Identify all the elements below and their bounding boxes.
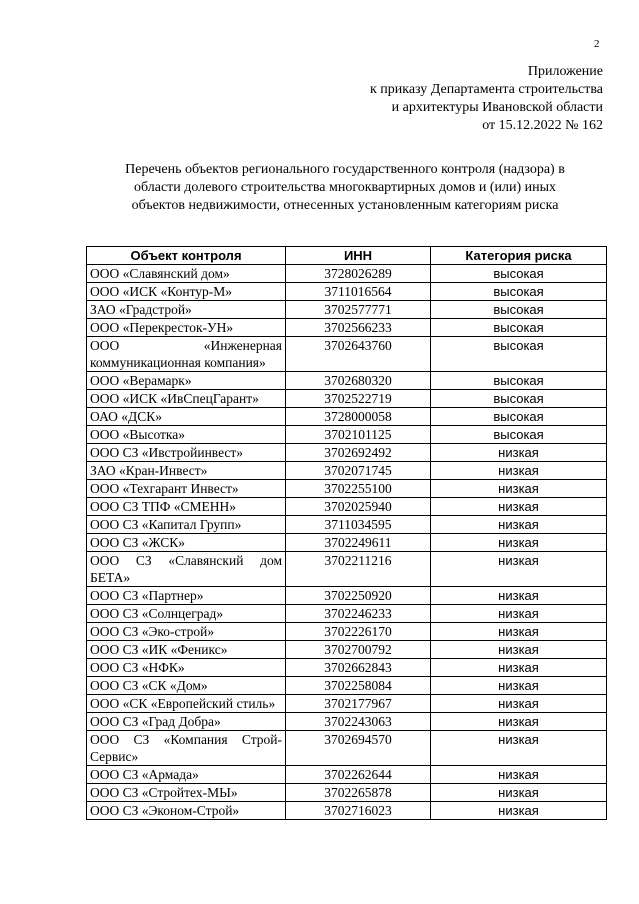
cell-inn: 3702246233 xyxy=(286,605,431,623)
cell-inn: 3702716023 xyxy=(286,802,431,820)
cell-object: ООО СЗ «Солнцеград» xyxy=(87,605,286,623)
cell-category: низкая xyxy=(431,552,607,587)
cell-inn: 3702700792 xyxy=(286,641,431,659)
header-inn: ИНН xyxy=(286,247,431,265)
table-row xyxy=(87,731,607,766)
cell-category: высокая xyxy=(431,265,607,283)
page-number: 2 xyxy=(594,38,600,50)
table-row xyxy=(87,283,607,301)
cell-object: ООО «ИСК «Контур-М» xyxy=(87,283,286,301)
cell-inn: 3702211216 xyxy=(286,552,431,587)
cell-object: ООО СЗ «Ивстройинвест» xyxy=(87,444,286,462)
table-row xyxy=(87,552,607,587)
appendix-line: Приложение xyxy=(527,64,603,79)
table-row xyxy=(87,605,607,623)
cell-category: высокая xyxy=(431,319,607,337)
cell-object: ООО «ИСК «ИвСпецГарант» xyxy=(87,390,286,408)
table-row xyxy=(87,372,607,390)
cell-object: ООО «Высотка» xyxy=(87,426,286,444)
cell-category: низкая xyxy=(431,641,607,659)
cell-inn: 3702265878 xyxy=(286,784,431,802)
cell-object: ООО СЗ «Компания Строй-Сервис» xyxy=(87,731,286,766)
cell-object: ООО СЗ «ЖСК» xyxy=(87,534,286,552)
table-row xyxy=(87,390,607,408)
cell-category: низкая xyxy=(431,623,607,641)
table-row xyxy=(87,695,607,713)
cell-inn: 3702250920 xyxy=(286,587,431,605)
cell-inn: 3702249611 xyxy=(286,534,431,552)
table-header-row xyxy=(87,247,607,265)
table-row xyxy=(87,498,607,516)
cell-category: высокая xyxy=(431,301,607,319)
cell-category: низкая xyxy=(431,462,607,480)
cell-category: низкая xyxy=(431,659,607,677)
cell-inn: 3702662843 xyxy=(286,659,431,677)
table-row xyxy=(87,659,607,677)
cell-object: ООО «Перекресток-УН» xyxy=(87,319,286,337)
cell-category: высокая xyxy=(431,390,607,408)
table-row xyxy=(87,713,607,731)
cell-category: высокая xyxy=(431,372,607,390)
cell-inn: 3702694570 xyxy=(286,731,431,766)
cell-object: ООО «Инженерная коммуникационная компания» xyxy=(87,337,286,372)
cell-inn: 3728000058 xyxy=(286,408,431,426)
cell-category: низкая xyxy=(431,480,607,498)
document-title xyxy=(85,161,605,215)
table-row xyxy=(87,426,607,444)
title-line: Перечень объектов регионального государственного контроля (надзора) в xyxy=(125,162,565,177)
cell-category: низкая xyxy=(431,802,607,820)
table-row xyxy=(87,319,607,337)
cell-object: ООО СЗ «ИК «Феникс» xyxy=(87,641,286,659)
cell-inn: 3702692492 xyxy=(286,444,431,462)
cell-object: ООО СЗ «СК «Дом» xyxy=(87,677,286,695)
cell-category: низкая xyxy=(431,695,607,713)
cell-category: низкая xyxy=(431,605,607,623)
cell-inn: 3702643760 xyxy=(286,337,431,372)
cell-inn: 3702243063 xyxy=(286,713,431,731)
table-row xyxy=(87,641,607,659)
cell-object: ООО СЗ ТПФ «СМЕНН» xyxy=(87,498,286,516)
table-row xyxy=(87,516,607,534)
cell-category: низкая xyxy=(431,444,607,462)
cell-object: ООО СЗ «Армада» xyxy=(87,766,286,784)
cell-category: высокая xyxy=(431,426,607,444)
header-category: Категория риска xyxy=(431,247,607,265)
cell-category: высокая xyxy=(431,408,607,426)
cell-inn: 3702680320 xyxy=(286,372,431,390)
header-object: Объект контроля xyxy=(87,247,286,265)
table-row xyxy=(87,784,607,802)
cell-inn: 3702071745 xyxy=(286,462,431,480)
cell-object: ООО СЗ «Эконом-Строй» xyxy=(87,802,286,820)
cell-inn: 3728026289 xyxy=(286,265,431,283)
table-row xyxy=(87,462,607,480)
table-row xyxy=(87,301,607,319)
cell-inn: 3711034595 xyxy=(286,516,431,534)
title-line: объектов недвижимости, отнесенных установленным категориям риска xyxy=(131,198,559,213)
appendix-line: к приказу Департамента строительства xyxy=(369,82,603,97)
cell-object: ООО СЗ «Партнер» xyxy=(87,587,286,605)
table-row xyxy=(87,534,607,552)
cell-object: ООО СЗ «Эко-строй» xyxy=(87,623,286,641)
table-row xyxy=(87,802,607,820)
cell-inn: 3702262644 xyxy=(286,766,431,784)
title-line: области долевого строительства многоквартирных домов и (или) иных xyxy=(133,180,557,195)
table-row xyxy=(87,623,607,641)
cell-object: ЗАО «Кран-Инвест» xyxy=(87,462,286,480)
table-row xyxy=(87,265,607,283)
cell-category: низкая xyxy=(431,534,607,552)
cell-object: ООО «Техгарант Инвест» xyxy=(87,480,286,498)
cell-category: низкая xyxy=(431,713,607,731)
cell-category: низкая xyxy=(431,784,607,802)
cell-inn: 3702025940 xyxy=(286,498,431,516)
cell-category: низкая xyxy=(431,731,607,766)
cell-inn: 3702522719 xyxy=(286,390,431,408)
cell-object: ООО СЗ «НФК» xyxy=(87,659,286,677)
cell-object: ООО «Славянский дом» xyxy=(87,265,286,283)
cell-object: ОАО «ДСК» xyxy=(87,408,286,426)
risk-category-table xyxy=(86,246,607,820)
cell-inn: 3711016564 xyxy=(286,283,431,301)
cell-inn: 3702101125 xyxy=(286,426,431,444)
appendix-line: от 15.12.2022 № 162 xyxy=(482,118,603,133)
cell-category: высокая xyxy=(431,337,607,372)
table-body xyxy=(87,265,607,820)
table-row xyxy=(87,480,607,498)
cell-category: низкая xyxy=(431,766,607,784)
cell-category: низкая xyxy=(431,498,607,516)
table-row xyxy=(87,408,607,426)
cell-object: ООО СЗ «Стройтех-МЫ» xyxy=(87,784,286,802)
cell-inn: 3702177967 xyxy=(286,695,431,713)
cell-inn: 3702566233 xyxy=(286,319,431,337)
cell-inn: 3702226170 xyxy=(286,623,431,641)
table-row xyxy=(87,337,607,372)
table-row xyxy=(87,677,607,695)
table-row xyxy=(87,444,607,462)
table-row xyxy=(87,587,607,605)
cell-inn: 3702577771 xyxy=(286,301,431,319)
cell-category: низкая xyxy=(431,516,607,534)
cell-category: высокая xyxy=(431,283,607,301)
cell-object: ООО «СК «Европейский стиль» xyxy=(87,695,286,713)
cell-object: ООО СЗ «Град Добра» xyxy=(87,713,286,731)
cell-category: низкая xyxy=(431,587,607,605)
cell-category: низкая xyxy=(431,677,607,695)
cell-object: ООО СЗ «Славянский дом БЕТА» xyxy=(87,552,286,587)
cell-inn: 3702258084 xyxy=(286,677,431,695)
cell-inn: 3702255100 xyxy=(286,480,431,498)
cell-object: ООО СЗ «Капитал Групп» xyxy=(87,516,286,534)
table-row xyxy=(87,766,607,784)
cell-object: ООО «Верамарк» xyxy=(87,372,286,390)
appendix-header xyxy=(283,63,603,135)
appendix-line: и архитектуры Ивановской области xyxy=(391,100,603,115)
cell-object: ЗАО «Градстрой» xyxy=(87,301,286,319)
